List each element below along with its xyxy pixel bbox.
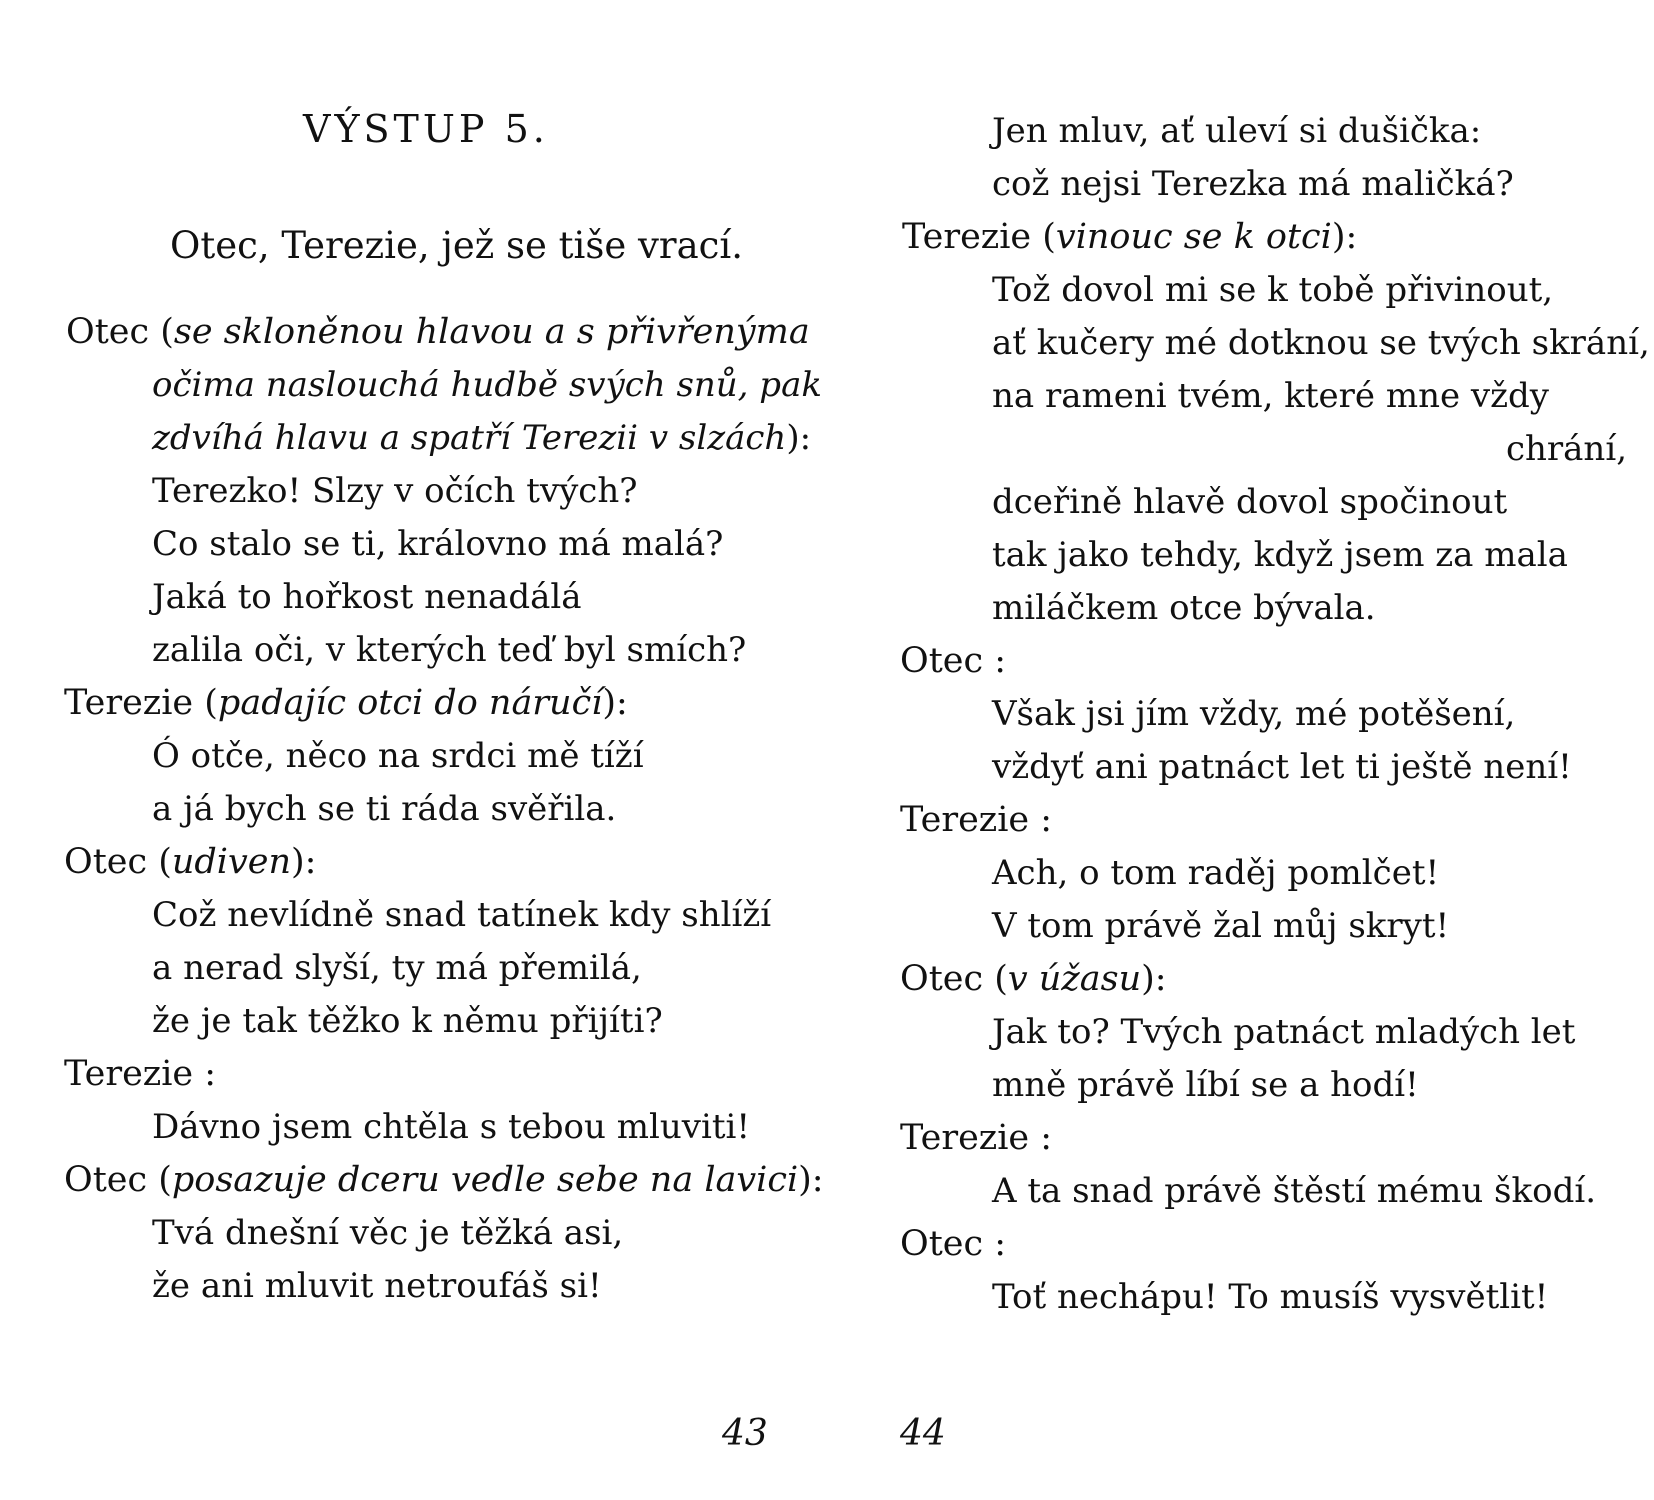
- verse-line: vždyť ani patnáct let ti ještě není!: [992, 747, 1572, 787]
- verse-line: miláčkem otce bývala.: [992, 588, 1376, 628]
- speaker-name: Terezie: [902, 217, 1032, 257]
- punctuation: (: [983, 959, 1008, 999]
- speaker-line: [900, 793, 1052, 847]
- cast-line: Otec, Terezie, jež se tiše vrací.: [170, 224, 743, 267]
- page-number: 43: [722, 1413, 768, 1454]
- verse-line: Jaká to hořkost nenadálá: [152, 577, 582, 617]
- speaker-name: Terezie: [900, 800, 1030, 840]
- verse-line: zalila oči, v kterých teď byl smích?: [152, 630, 747, 670]
- stage-direction: se skloněnou hlavou a s přivřenýma: [173, 312, 810, 352]
- punctuation: (: [147, 842, 172, 882]
- verse-line: Ach, o tom raděj pomlčet!: [992, 853, 1440, 893]
- stage-direction-line: [152, 358, 822, 412]
- verse-line: tak jako tehdy, když jsem za mala: [992, 535, 1568, 575]
- verse-line: že je tak těžko k němu přijíti?: [152, 1001, 663, 1041]
- speaker-name: Terezie: [64, 1054, 194, 1094]
- speaker-name: Otec: [900, 641, 984, 681]
- verse-line: Co stalo se ti, královno má malá?: [152, 524, 724, 564]
- speaker-name: Otec: [900, 1224, 984, 1264]
- stage-direction: vinouc se k otci: [1055, 217, 1332, 257]
- verse-line: Terezko! Slzy v očích tvých?: [152, 471, 638, 511]
- punctuation: (: [1031, 217, 1056, 257]
- speaker-name: Otec: [900, 959, 984, 999]
- punctuation: :: [1029, 1118, 1053, 1158]
- speaker-name: Terezie: [900, 1118, 1030, 1158]
- punctuation: ):: [291, 842, 317, 882]
- speaker-line: [902, 210, 1357, 264]
- stage-direction: posazuje dceru vedle sebe na lavici: [171, 1160, 799, 1200]
- verse-line: Jen mluv, ať uleví si dušička:: [992, 111, 1482, 151]
- punctuation: ):: [1141, 959, 1167, 999]
- punctuation: ):: [602, 683, 628, 723]
- scene-heading: VÝSTUP 5.: [303, 107, 549, 151]
- speaker-name: Otec: [64, 842, 148, 882]
- stage-direction: v úžasu: [1007, 959, 1142, 999]
- verse-line: na rameni tvém, které mne vždy: [992, 376, 1550, 416]
- speaker-name: Otec: [64, 1160, 148, 1200]
- verse-line: Jak to? Tvých patnáct mladých let: [992, 1012, 1576, 1052]
- verse-line: A ta snad právě štěstí mému škodí.: [992, 1171, 1597, 1211]
- stage-direction: padajíc otci do náručí: [217, 683, 603, 723]
- verse-line: což nejsi Terezka má maličká?: [992, 164, 1514, 204]
- page-number: 44: [900, 1413, 946, 1454]
- right-page: [827, 0, 1654, 1500]
- verse-line: a nerad slyší, ty má přemilá,: [152, 948, 642, 988]
- stage-direction: očima naslouchá hudbě svých snů, pak: [152, 365, 822, 405]
- speaker-line: [900, 634, 1006, 688]
- stage-direction: udiven: [171, 842, 292, 882]
- punctuation: ):: [786, 418, 812, 458]
- punctuation: :: [983, 641, 1006, 681]
- speaker-line: [900, 1217, 1006, 1271]
- punctuation: (: [193, 683, 218, 723]
- punctuation: :: [193, 1054, 217, 1094]
- speaker-line: [66, 305, 810, 359]
- speaker-line: [64, 835, 316, 889]
- punctuation: :: [983, 1224, 1006, 1264]
- verse-line: Však jsi jím vždy, mé potěšení,: [992, 694, 1516, 734]
- speaker-line: [64, 1047, 216, 1101]
- verse-line: Tož dovol mi se k tobě přivinout,: [992, 270, 1554, 310]
- verse-line: Ó otče, něco na srdci mě tíží: [152, 736, 644, 776]
- verse-line-continuation: chrání,: [1505, 429, 1627, 469]
- verse-line: Toť nechápu! To musíš vysvětlit!: [992, 1277, 1549, 1317]
- stage-direction-line: [152, 411, 811, 465]
- verse-line: a já bych se ti ráda svěřila.: [152, 789, 617, 829]
- punctuation: :: [1029, 800, 1053, 840]
- verse-line: že ani mluvit netroufáš si!: [152, 1266, 602, 1306]
- punctuation: ):: [798, 1160, 824, 1200]
- verse-line: Dávno jsem chtěla s tebou mluviti!: [152, 1107, 751, 1147]
- verse-line: V tom právě žal můj skryt!: [992, 906, 1450, 946]
- speaker-name: Terezie: [64, 683, 194, 723]
- punctuation: ):: [1331, 217, 1358, 257]
- punctuation: (: [147, 1160, 172, 1200]
- verse-line: mně právě líbí se a hodí!: [992, 1065, 1419, 1105]
- verse-line: Tvá dnešní věc je těžká asi,: [152, 1213, 624, 1253]
- speaker-name: Otec: [66, 312, 150, 352]
- stage-direction: zdvíhá hlavu a spatří Terezii v slzách: [152, 418, 787, 458]
- speaker-line: [900, 1111, 1052, 1165]
- verse-line: Což nevlídně snad tatínek kdy shlíží: [152, 895, 772, 935]
- speaker-line: [64, 1153, 824, 1207]
- verse-line: ať kučery mé dotknou se tvých skrání,: [992, 323, 1650, 363]
- verse-line: dceřině hlavě dovol spočinout: [992, 482, 1508, 522]
- speaker-line: [64, 676, 628, 730]
- punctuation: (: [149, 312, 174, 352]
- speaker-line: [900, 952, 1167, 1006]
